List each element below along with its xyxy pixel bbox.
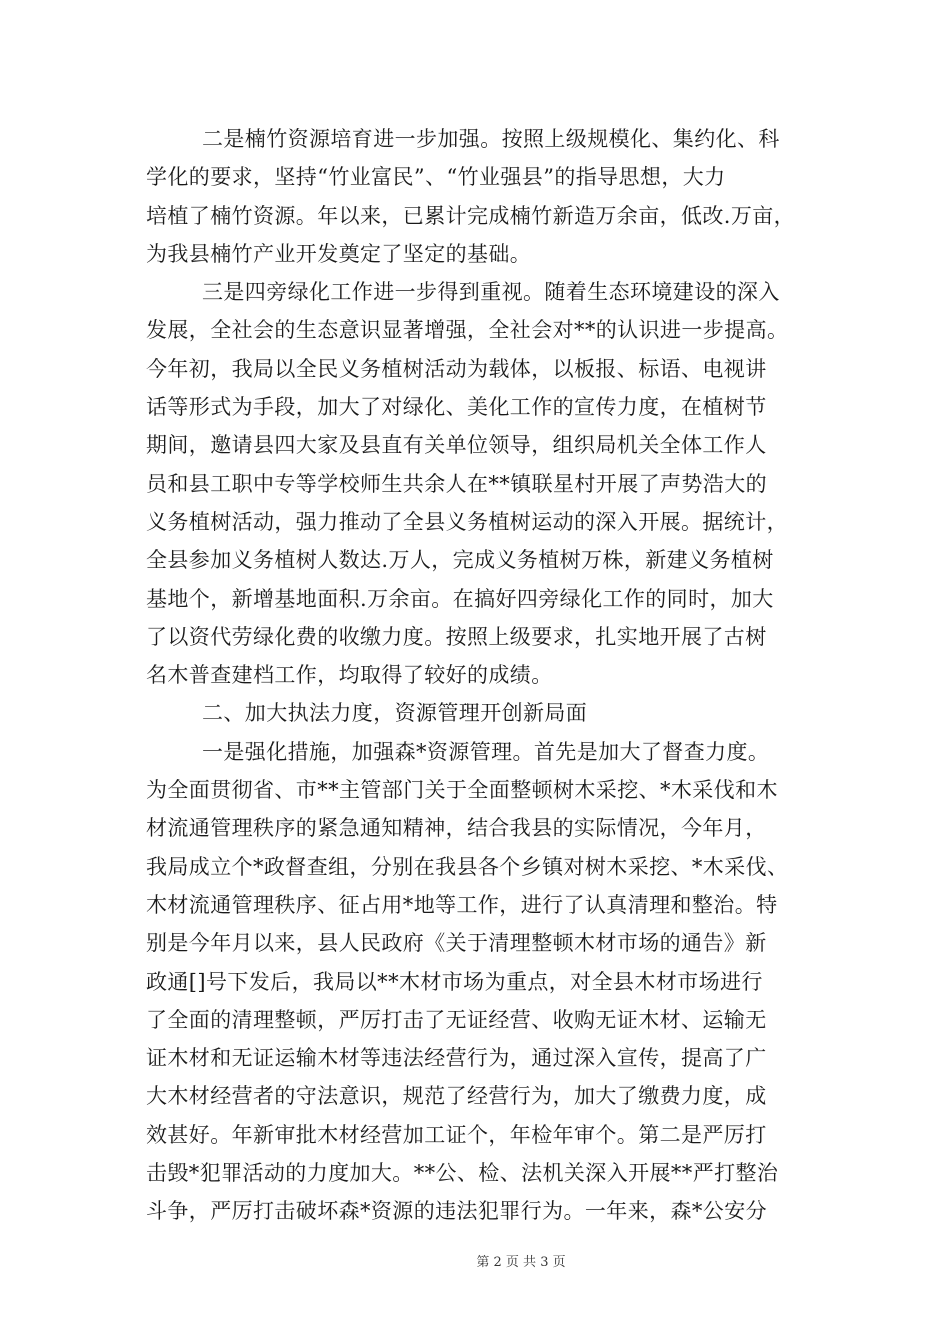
paragraph-line: 别是今年月以来，县人民政府《关于清理整顿木材市场的通告》新 xyxy=(146,931,767,956)
document-body xyxy=(146,120,806,1231)
paragraph-line: 材流通管理秩序的紧急通知精神，结合我县的实际情况，今年月， xyxy=(146,816,767,841)
paragraph-line: 木材流通管理秩序、征占用*地等工作，进行了认真清理和整治。特 xyxy=(146,892,778,917)
paragraph-line: 培植了楠竹资源。年以来，已累计完成楠竹新造万余亩，低改.万亩， xyxy=(146,203,796,228)
paragraph-line: 义务植树活动，强力推动了全县义务植树运动的深入开展。据统计， xyxy=(146,509,788,534)
paragraph-line: 话等形式为手段，加大了对绿化、美化工作的宣传力度，在植树节 xyxy=(146,395,767,420)
paragraph-line: 了全面的清理整顿，严厉打击了无证经营、收购无证木材、运输无 xyxy=(146,1007,767,1032)
paragraph-line: 全县参加义务植树人数达.万人，完成义务植树万株，新建义务植树 xyxy=(146,548,774,573)
paragraph-line: 大木材经营者的守法意识，规范了经营行为，加大了缴费力度，成 xyxy=(146,1084,767,1109)
paragraph-line: 了以资代劳绿化费的收缴力度。按照上级要求，扎实地开展了古树 xyxy=(146,624,767,649)
paragraph-line: 名木普查建档工作，均取得了较好的成绩。 xyxy=(146,663,553,688)
paragraph-line: 政通[]号下发后，我局以**木材市场为重点，对全县木材市场进行 xyxy=(146,969,763,994)
paragraph-line: 今年初，我局以全民义务植树活动为载体，以板报、标语、电视讲 xyxy=(146,356,767,381)
paragraph-line: 效甚好。年新审批木材经营加工证个，年检年审个。第二是严厉打 xyxy=(146,1122,767,1147)
paragraph-line: 基地个，新增基地面积.万余亩。在搞好四旁绿化工作的同时，加大 xyxy=(146,586,774,611)
paragraph-line: 学化的要求，坚持“竹业富民”、“竹业强县”的指导思想，大力 xyxy=(146,165,726,190)
paragraph-line: 为我县楠竹产业开发奠定了坚定的基础。 xyxy=(146,241,532,266)
paragraph-line: 发展，全社会的生态意识显著增强，全社会对**的认识进一步提高。 xyxy=(146,318,789,343)
page-number-footer: 第 2 页 共 3 页 xyxy=(476,1255,566,1270)
paragraph-line: 员和县工职中专等学校师生共余人在**镇联星村开展了声势浩大的 xyxy=(146,471,767,496)
paragraph-line: 击毁*犯罪活动的力度加大。**公、检、法机关深入开展**严打整治 xyxy=(146,1161,779,1186)
paragraph-line: 三是四旁绿化工作进一步得到重视。随着生态环境建设的深入 xyxy=(202,280,780,305)
paragraph-line: 期间，邀请县四大家及县直有关单位领导，组织局机关全体工作人 xyxy=(146,433,767,458)
paragraph-line: 证木材和无证运输木材等违法经营行为，通过深入宣传，提高了广 xyxy=(146,1046,767,1071)
section-heading: 二、加大执法力度，资源管理开创新局面 xyxy=(202,701,588,726)
paragraph-line: 我局成立个*政督查组，分别在我县各个乡镇对树木采挖、*木采伐、 xyxy=(146,854,789,879)
paragraph-line: 为全面贯彻省、市**主管部门关于全面整顿树木采挖、*木采伐和木 xyxy=(146,778,778,803)
paragraph-line: 斗争，严厉打击破坏森*资源的违法犯罪行为。一年来，森*公安分 xyxy=(146,1199,767,1224)
paragraph-line: 一是强化措施，加强森*资源管理。首先是加大了督查力度。 xyxy=(202,739,770,764)
paragraph-line: 二是楠竹资源培育进一步加强。按照上级规模化、集约化、科 xyxy=(202,127,780,151)
